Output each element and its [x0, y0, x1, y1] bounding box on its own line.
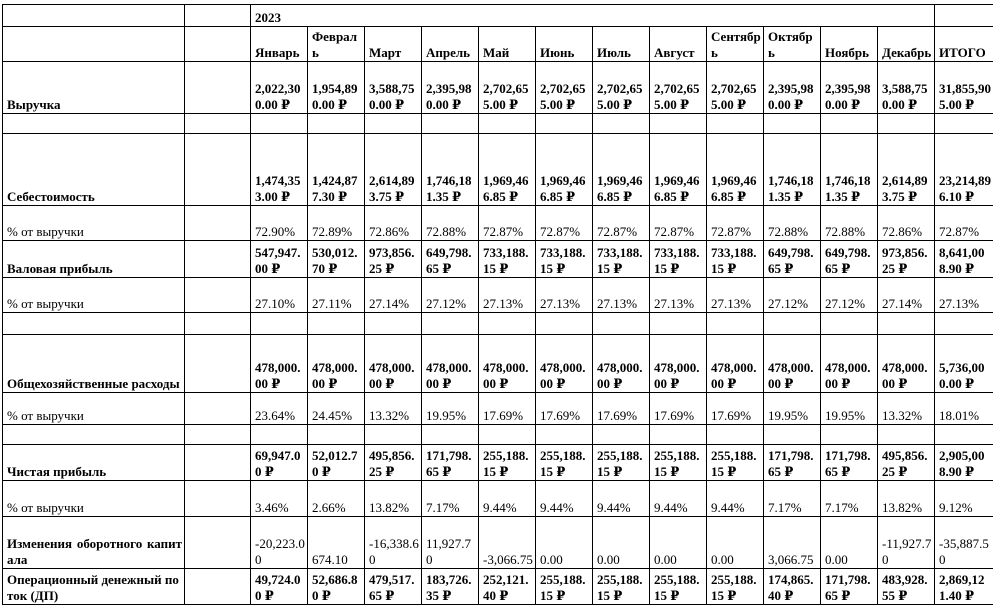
value-cell: 52,012.70 ₽: [308, 445, 365, 481]
month-header: Ноябрь: [821, 27, 878, 62]
empty-cell: [593, 114, 650, 134]
value-cell: 72.87%: [536, 206, 593, 241]
spacer-row: [3, 313, 993, 335]
value-cell: 255,188.15 ₽: [593, 569, 650, 605]
empty-cell: [878, 425, 935, 445]
value-cell: 255,188.15 ₽: [593, 445, 650, 481]
empty-cell: [422, 313, 479, 335]
value-cell: 13.32%: [878, 393, 935, 425]
value-cell: 483,928.55 ₽: [878, 569, 935, 605]
empty-cell: [185, 206, 251, 241]
row-label: % от выручки: [3, 393, 185, 425]
month-header: Май: [479, 27, 536, 62]
empty-cell: [821, 313, 878, 335]
empty-cell: [650, 425, 707, 445]
empty-cell: [878, 313, 935, 335]
row-label: Операционный денежный поток (ДП): [3, 569, 185, 605]
row-opex_pct: [3, 393, 993, 425]
value-cell: -20,223.00: [251, 517, 308, 569]
value-cell: 1,954,890.00 ₽: [308, 62, 365, 114]
value-cell: 1,746,181.35 ₽: [422, 134, 479, 206]
row-label: Себестоимость: [3, 134, 185, 206]
month-header: Январь: [251, 27, 308, 62]
value-cell: 27.13%: [707, 278, 764, 313]
value-cell: 171,798.65 ₽: [821, 445, 878, 481]
value-cell: 171,798.65 ₽: [764, 445, 821, 481]
value-cell: 17.69%: [707, 393, 764, 425]
empty-cell: [821, 425, 878, 445]
value-cell: 17.69%: [479, 393, 536, 425]
value-cell: 733,188.15 ₽: [707, 241, 764, 278]
value-cell: 13.82%: [365, 481, 422, 517]
empty-cell: [821, 114, 878, 134]
empty-cell: [935, 114, 993, 134]
empty-cell: [935, 313, 993, 335]
empty-cell: [185, 425, 251, 445]
value-cell: 2,702,655.00 ₽: [536, 62, 593, 114]
value-cell: 2,702,655.00 ₽: [707, 62, 764, 114]
empty-cell: [185, 27, 251, 62]
value-cell: 0.00: [593, 517, 650, 569]
empty-cell: [185, 481, 251, 517]
row-label: Валовая прибыль: [3, 241, 185, 278]
value-cell: 255,188.15 ₽: [650, 445, 707, 481]
empty-cell: [707, 114, 764, 134]
total-header: ИТОГО: [935, 27, 993, 62]
value-cell: 3,588,750.00 ₽: [878, 62, 935, 114]
empty-cell: [185, 393, 251, 425]
value-cell: 0.00: [536, 517, 593, 569]
empty-cell: [185, 569, 251, 605]
value-cell: 252,121.40 ₽: [479, 569, 536, 605]
row-label: Чистая прибыль: [3, 445, 185, 481]
value-cell: 2,395,980.00 ₽: [821, 62, 878, 114]
empty-cell: [707, 425, 764, 445]
empty-cell: [185, 335, 251, 393]
value-cell: 478,000.00 ₽: [764, 335, 821, 393]
value-cell: 72.90%: [251, 206, 308, 241]
spacer-row: [3, 425, 993, 445]
month-header: Февраль: [308, 27, 365, 62]
value-cell: 255,188.15 ₽: [479, 445, 536, 481]
value-cell: 1,969,466.85 ₽: [479, 134, 536, 206]
value-cell: 478,000.00 ₽: [821, 335, 878, 393]
value-cell: 495,856.25 ₽: [878, 445, 935, 481]
value-cell: 69,947.00 ₽: [251, 445, 308, 481]
value-cell: 19.95%: [821, 393, 878, 425]
value-cell: 255,188.15 ₽: [707, 445, 764, 481]
value-cell: 183,726.35 ₽: [422, 569, 479, 605]
empty-cell: [185, 278, 251, 313]
empty-cell: [479, 425, 536, 445]
value-cell: 27.12%: [821, 278, 878, 313]
value-cell: 2,702,655.00 ₽: [650, 62, 707, 114]
value-cell: 1,746,181.35 ₽: [821, 134, 878, 206]
value-cell: 13.32%: [365, 393, 422, 425]
value-cell: 3,588,750.00 ₽: [365, 62, 422, 114]
value-cell: 27.12%: [764, 278, 821, 313]
empty-cell: [365, 114, 422, 134]
value-cell: 0.00: [707, 517, 764, 569]
empty-cell: [650, 313, 707, 335]
value-cell: 23.64%: [251, 393, 308, 425]
value-cell: 0.00: [821, 517, 878, 569]
value-cell: 52,686.80 ₽: [308, 569, 365, 605]
value-cell: 530,012.70 ₽: [308, 241, 365, 278]
empty-cell: [308, 425, 365, 445]
value-cell: 19.95%: [764, 393, 821, 425]
value-cell: 27.13%: [593, 278, 650, 313]
empty-cell: [536, 425, 593, 445]
empty-cell: [185, 114, 251, 134]
empty-cell: [878, 114, 935, 134]
value-cell: 27.13%: [650, 278, 707, 313]
year-row: [3, 5, 993, 27]
empty-cell: [707, 313, 764, 335]
value-cell: 478,000.00 ₽: [365, 335, 422, 393]
row-ocf: [3, 569, 993, 605]
value-cell: 255,188.15 ₽: [536, 569, 593, 605]
row-label: Изменения оборотного капитала: [3, 517, 185, 569]
value-cell: 72.86%: [878, 206, 935, 241]
total-cell: 27.13%: [935, 278, 993, 313]
empty-cell: [479, 313, 536, 335]
empty-cell: [764, 425, 821, 445]
month-header: Июнь: [536, 27, 593, 62]
value-cell: 255,188.15 ₽: [650, 569, 707, 605]
row-net_pct: [3, 481, 993, 517]
value-cell: 7.17%: [764, 481, 821, 517]
value-cell: 1,474,353.00 ₽: [251, 134, 308, 206]
empty-cell: [365, 313, 422, 335]
value-cell: 478,000.00 ₽: [308, 335, 365, 393]
total-cell: 23,214,896.10 ₽: [935, 134, 993, 206]
value-cell: 674.10: [308, 517, 365, 569]
total-cell: 2,869,121.40 ₽: [935, 569, 993, 605]
empty-cell: [422, 114, 479, 134]
value-cell: 13.82%: [878, 481, 935, 517]
empty-cell: [764, 313, 821, 335]
value-cell: 973,856.25 ₽: [878, 241, 935, 278]
row-opex: [3, 335, 993, 393]
month-header: Апрель: [422, 27, 479, 62]
value-cell: 478,000.00 ₽: [707, 335, 764, 393]
value-cell: 1,969,466.85 ₽: [536, 134, 593, 206]
empty-cell: [3, 27, 185, 62]
empty-cell: [536, 114, 593, 134]
spacer-row: [3, 114, 993, 134]
value-cell: 11,927.70: [422, 517, 479, 569]
value-cell: 479,517.65 ₽: [365, 569, 422, 605]
value-cell: 733,188.15 ₽: [536, 241, 593, 278]
value-cell: 2,022,300.00 ₽: [251, 62, 308, 114]
empty-cell: [3, 425, 185, 445]
value-cell: 478,000.00 ₽: [878, 335, 935, 393]
month-header: Август: [650, 27, 707, 62]
value-cell: 733,188.15 ₽: [593, 241, 650, 278]
value-cell: 733,188.15 ₽: [650, 241, 707, 278]
value-cell: 733,188.15 ₽: [479, 241, 536, 278]
value-cell: 478,000.00 ₽: [479, 335, 536, 393]
value-cell: 649,798.65 ₽: [764, 241, 821, 278]
total-cell: 31,855,905.00 ₽: [935, 62, 993, 114]
value-cell: 27.14%: [365, 278, 422, 313]
total-cell: 9.12%: [935, 481, 993, 517]
empty-cell: [308, 313, 365, 335]
value-cell: 478,000.00 ₽: [422, 335, 479, 393]
value-cell: 495,856.25 ₽: [365, 445, 422, 481]
value-cell: 7.17%: [422, 481, 479, 517]
value-cell: 2,614,893.75 ₽: [878, 134, 935, 206]
row-gross: [3, 241, 993, 278]
value-cell: 478,000.00 ₽: [650, 335, 707, 393]
empty-cell: [251, 313, 308, 335]
value-cell: 9.44%: [479, 481, 536, 517]
value-cell: 2,614,893.75 ₽: [365, 134, 422, 206]
value-cell: 255,188.15 ₽: [536, 445, 593, 481]
value-cell: 9.44%: [536, 481, 593, 517]
empty-cell: [3, 5, 185, 27]
empty-cell: [536, 313, 593, 335]
value-cell: 27.14%: [878, 278, 935, 313]
value-cell: 649,798.65 ₽: [821, 241, 878, 278]
row-label: Общехозяйственные расходы: [3, 335, 185, 393]
total-cell: 8,641,008.90 ₽: [935, 241, 993, 278]
value-cell: 19.95%: [422, 393, 479, 425]
month-header: Март: [365, 27, 422, 62]
value-cell: 2,395,980.00 ₽: [764, 62, 821, 114]
empty-cell: [365, 425, 422, 445]
row-cogs_pct: [3, 206, 993, 241]
row-revenue: [3, 62, 993, 114]
row-label: % от выручки: [3, 481, 185, 517]
value-cell: 72.87%: [650, 206, 707, 241]
month-header-row: [3, 27, 993, 62]
month-header: Сентябрь: [707, 27, 764, 62]
row-label: % от выручки: [3, 206, 185, 241]
empty-cell: [422, 425, 479, 445]
total-cell: 5,736,000.00 ₽: [935, 335, 993, 393]
empty-cell: [593, 313, 650, 335]
year-header: 2023: [251, 5, 935, 27]
empty-cell: [308, 114, 365, 134]
value-cell: 973,856.25 ₽: [365, 241, 422, 278]
value-cell: 1,969,466.85 ₽: [650, 134, 707, 206]
value-cell: 2,395,980.00 ₽: [422, 62, 479, 114]
total-cell: -35,887.50: [935, 517, 993, 569]
value-cell: 2.66%: [308, 481, 365, 517]
value-cell: 72.86%: [365, 206, 422, 241]
row-net: [3, 445, 993, 481]
value-cell: -16,338.60: [365, 517, 422, 569]
empty-cell: [764, 114, 821, 134]
value-cell: 49,724.00 ₽: [251, 569, 308, 605]
value-cell: 9.44%: [707, 481, 764, 517]
empty-cell: [650, 114, 707, 134]
empty-cell: [185, 241, 251, 278]
value-cell: 72.87%: [707, 206, 764, 241]
month-header: Октябрь: [764, 27, 821, 62]
value-cell: 17.69%: [650, 393, 707, 425]
value-cell: 27.13%: [479, 278, 536, 313]
empty-cell: [185, 445, 251, 481]
row-gross_pct: [3, 278, 993, 313]
value-cell: 255,188.15 ₽: [707, 569, 764, 605]
total-cell: 18.01%: [935, 393, 993, 425]
value-cell: 0.00: [650, 517, 707, 569]
value-cell: 72.87%: [593, 206, 650, 241]
row-cogs: [3, 134, 993, 206]
empty-cell: [251, 425, 308, 445]
value-cell: 174,865.40 ₽: [764, 569, 821, 605]
empty-cell: [935, 5, 993, 27]
value-cell: 24.45%: [308, 393, 365, 425]
value-cell: 547,947.00 ₽: [251, 241, 308, 278]
value-cell: 7.17%: [821, 481, 878, 517]
value-cell: 3.46%: [251, 481, 308, 517]
value-cell: 72.87%: [479, 206, 536, 241]
empty-cell: [185, 517, 251, 569]
value-cell: -11,927.70: [878, 517, 935, 569]
value-cell: 2,702,655.00 ₽: [479, 62, 536, 114]
value-cell: 27.12%: [422, 278, 479, 313]
value-cell: 27.11%: [308, 278, 365, 313]
total-cell: 72.87%: [935, 206, 993, 241]
value-cell: -3,066.75: [479, 517, 536, 569]
value-cell: 9.44%: [593, 481, 650, 517]
empty-cell: [3, 313, 185, 335]
row-label: % от выручки: [3, 278, 185, 313]
value-cell: 72.89%: [308, 206, 365, 241]
empty-cell: [935, 425, 993, 445]
value-cell: 171,798.65 ₽: [422, 445, 479, 481]
value-cell: 2,702,655.00 ₽: [593, 62, 650, 114]
empty-cell: [185, 134, 251, 206]
value-cell: 17.69%: [593, 393, 650, 425]
value-cell: 478,000.00 ₽: [536, 335, 593, 393]
value-cell: 72.88%: [821, 206, 878, 241]
value-cell: 9.44%: [650, 481, 707, 517]
total-cell: 2,905,008.90 ₽: [935, 445, 993, 481]
month-header: Декабрь: [878, 27, 935, 62]
empty-cell: [185, 313, 251, 335]
value-cell: 1,746,181.35 ₽: [764, 134, 821, 206]
row-wc: [3, 517, 993, 569]
month-header: Июль: [593, 27, 650, 62]
value-cell: 171,798.65 ₽: [821, 569, 878, 605]
empty-cell: [3, 114, 185, 134]
value-cell: 72.88%: [764, 206, 821, 241]
value-cell: 649,798.65 ₽: [422, 241, 479, 278]
empty-cell: [593, 425, 650, 445]
value-cell: 1,969,466.85 ₽: [707, 134, 764, 206]
value-cell: 27.13%: [536, 278, 593, 313]
value-cell: 3,066.75: [764, 517, 821, 569]
value-cell: 478,000.00 ₽: [251, 335, 308, 393]
value-cell: 72.88%: [422, 206, 479, 241]
value-cell: 17.69%: [536, 393, 593, 425]
empty-cell: [479, 114, 536, 134]
empty-cell: [185, 62, 251, 114]
empty-cell: [251, 114, 308, 134]
value-cell: 27.10%: [251, 278, 308, 313]
value-cell: 1,969,466.85 ₽: [593, 134, 650, 206]
row-label: Выручка: [3, 62, 185, 114]
financial-table: [2, 4, 993, 605]
value-cell: 1,424,877.30 ₽: [308, 134, 365, 206]
empty-cell: [185, 5, 251, 27]
value-cell: 478,000.00 ₽: [593, 335, 650, 393]
